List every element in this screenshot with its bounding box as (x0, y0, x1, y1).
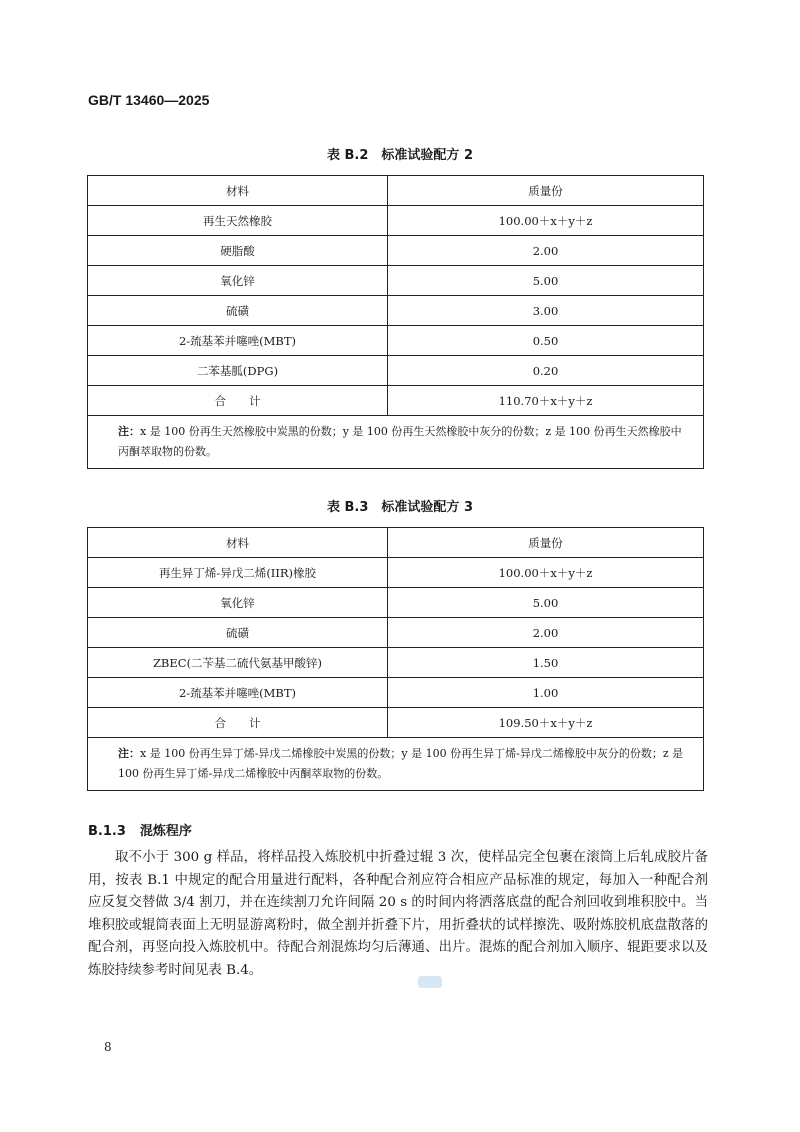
material-cell: 再生异丁烯-异戊二烯(IIR)橡胶 (88, 558, 388, 588)
column-header: 质量份 (388, 176, 704, 206)
table-header-row (88, 528, 704, 558)
note-text: x 是 100 份再生天然橡胶中炭黑的份数；y 是 100 份再生天然橡胶中灰分的份数；z 是 100 份再生天然橡胶中丙酮萃取物的份数。 (118, 425, 682, 458)
total-label-cell: 合 计 (88, 708, 388, 738)
table-note (88, 416, 704, 469)
table-row (88, 648, 704, 678)
total-row (88, 708, 704, 738)
total-label-cell: 合 计 (88, 386, 388, 416)
material-cell: 硫磺 (88, 618, 388, 648)
table-b3 (87, 527, 704, 791)
total-row (88, 386, 704, 416)
mass-parts-cell: 5.00 (388, 266, 704, 296)
table-row (88, 558, 704, 588)
note-row (88, 738, 704, 791)
table-b3-title: 表 B.3 标准试验配方 3 (327, 500, 473, 515)
table-b2 (87, 175, 704, 469)
body-paragraph: 取不小于 300 g 样品，将样品投入炼胶机中折叠过辊 3 次，使样品完全包裹在滚筒上后轧成胶片备用，按表 B.1 中规定的配合用量进行配料，各种配合剂应符合相应产品标准的规定，每加入一种配合剂应反复交替做 3/4 割刀，并在连续割刀允许间隔 20 s 的时间内将洒落底盘的配合剂回收到堆积胶中。当堆积胶或辊筒表面上无明显游离粉时，做全割并折叠下片，用折叠状的试样擦洗、吸附炼胶机底盘散落的配合剂，再竖向投入炼胶机中。待配合剂混炼均匀后薄通、出片。混炼的配合剂加入顺序、辊距要求以及炼胶持续参考时间见表 B.4。 (88, 850, 708, 978)
mass-parts-cell: 0.20 (388, 356, 704, 386)
mass-parts-cell: 1.50 (388, 648, 704, 678)
material-cell: 氧化锌 (88, 588, 388, 618)
table-row (88, 236, 704, 266)
note-row (88, 416, 704, 469)
table-note (88, 738, 704, 791)
mass-parts-cell: 0.50 (388, 326, 704, 356)
total-value-cell: 109.50＋x＋y＋z (388, 708, 704, 738)
material-cell: 二苯基胍(DPG) (88, 356, 388, 386)
mass-parts-cell: 2.00 (388, 236, 704, 266)
mass-parts-cell: 100.00＋x＋y＋z (388, 558, 704, 588)
material-cell: 硬脂酸 (88, 236, 388, 266)
standard-code: GB/T 13460—2025 (88, 92, 210, 108)
material-cell: ZBEC(二苄基二硫代氨基甲酸锌) (88, 648, 388, 678)
table-row (88, 618, 704, 648)
section-number: B.1.3 (88, 824, 126, 839)
mass-parts-cell: 100.00＋x＋y＋z (388, 206, 704, 236)
table-row (88, 266, 704, 296)
material-cell: 再生天然橡胶 (88, 206, 388, 236)
table-row (88, 206, 704, 236)
mass-parts-cell: 5.00 (388, 588, 704, 618)
material-cell: 氧化锌 (88, 266, 388, 296)
mass-parts-cell: 1.00 (388, 678, 704, 708)
material-cell: 2-巯基苯并噻唑(MBT) (88, 678, 388, 708)
mass-parts-cell: 3.00 (388, 296, 704, 326)
table-row (88, 296, 704, 326)
table-header-row (88, 176, 704, 206)
column-header: 质量份 (388, 528, 704, 558)
watermark-logo (418, 976, 442, 988)
section-title: 混炼程序 (139, 824, 192, 839)
note-text: x 是 100 份再生异丁烯-异戊二烯橡胶中炭黑的份数；y 是 100 份再生异丁烯-异戊二烯橡胶中灰分的份数；z 是 100 份再生异丁烯-异戊二烯橡胶中丙酮萃取物的份数。 (118, 747, 684, 780)
table-b2-title: 表 B.2 标准试验配方 2 (327, 148, 473, 163)
material-cell: 2-巯基苯并噻唑(MBT) (88, 326, 388, 356)
table-row (88, 356, 704, 386)
column-header: 材料 (88, 176, 388, 206)
column-header: 材料 (88, 528, 388, 558)
table-row (88, 326, 704, 356)
note-label: 注： (118, 747, 140, 760)
note-label: 注： (118, 425, 140, 438)
table-row (88, 678, 704, 708)
total-value-cell: 110.70＋x＋y＋z (388, 386, 704, 416)
table-row (88, 588, 704, 618)
section-heading (88, 820, 192, 839)
page-number: 8 (104, 1040, 112, 1054)
material-cell: 硫磺 (88, 296, 388, 326)
mass-parts-cell: 2.00 (388, 618, 704, 648)
